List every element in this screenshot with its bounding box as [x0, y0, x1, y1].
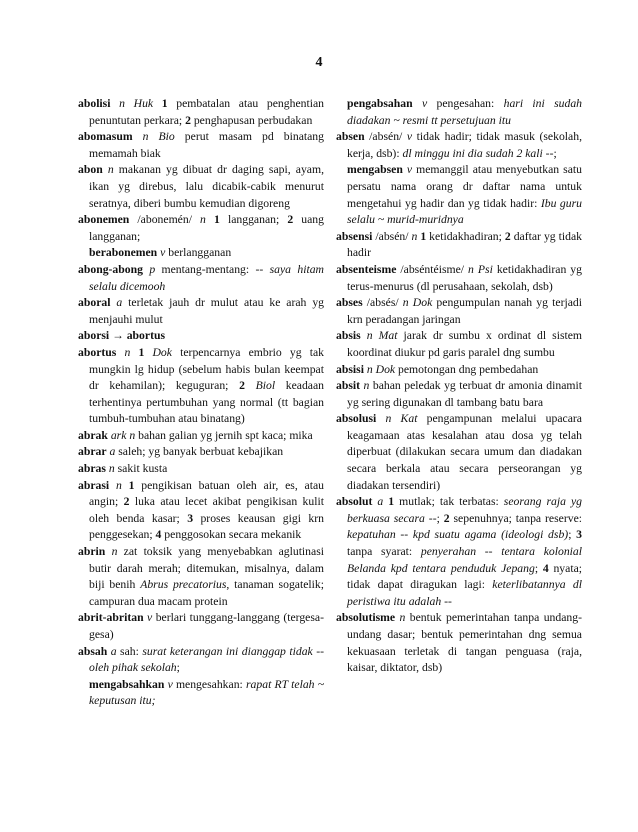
dictionary-column-left — [78, 96, 324, 710]
headword: 1 — [138, 345, 145, 359]
definition-text: daftar yg tidak hadir — [347, 229, 582, 260]
definition-text: ; — [534, 561, 543, 575]
italic-text: v — [406, 163, 413, 177]
headword: abrak — [78, 428, 108, 442]
dictionary-entry — [78, 262, 324, 295]
italic-text: Ibu guru selalu ~ murid-muridnya — [347, 196, 582, 227]
definition-text: /abonemén/ — [129, 213, 201, 227]
italic-text: n — [399, 611, 406, 625]
definition-text: /absén/ — [364, 130, 407, 144]
italic-text: v — [160, 246, 166, 260]
italic-text: n — [200, 213, 206, 227]
dictionary-entry — [336, 229, 582, 262]
italic-text: kepatuhan -- kpd suatu agama (ideologi dsb) — [347, 528, 569, 542]
italic-text: n Kat — [385, 412, 418, 426]
italic-text: rapat RT telah ~ keputusan itu; — [89, 677, 325, 708]
definition-text: ; — [553, 146, 557, 160]
dictionary-entry — [78, 295, 324, 328]
definition-text: uang langganan; — [89, 213, 324, 243]
dictionary-entry — [78, 461, 324, 478]
definition-text — [110, 97, 119, 110]
definition-text: terletak jauh dr mulut atau ke arah yg menjauhi mulut — [89, 296, 325, 326]
definition-text: penggosokan secara mekanik — [161, 528, 302, 542]
dictionary-entry — [336, 494, 582, 610]
italic-text: n Dok — [402, 296, 433, 310]
headword: abses — [336, 296, 363, 310]
italic-text: keterlibatannya dl peristiwa itu adalah -- — [347, 578, 582, 608]
definition-text: perut masam pd binatang memamah biak — [89, 130, 324, 160]
headword: absen — [336, 130, 365, 144]
definition-text: saleh; yg banyak berbuat kebajikan — [115, 445, 284, 459]
definition-text: bentuk pemerintahan tanpa undang-undang dasar; bentuk pemerintahan dng semua kekuasaan terletak di tangan penguasa (raja, kaisar, diktator, dsb) — [347, 611, 582, 675]
definition-text: /abséntéisme/ — [396, 262, 469, 276]
headword: abong-abong — [78, 262, 143, 276]
definition-text: pengampunan melalui upacara keagamaan atas kesalahan atau dosa yg telah diperbuat (dilakukan secara umum dan diadakan secara berkala atau secara perseorangan yg diadakan tersendiri) — [347, 412, 582, 492]
italic-text: hari ini sudah diadakan ~ resmi tt persetujuan itu — [347, 97, 583, 127]
definition-text: pembatalan atau penghentian penuntutan perkara; — [89, 97, 325, 127]
headword: abortus — [78, 345, 117, 359]
dictionary-entry — [336, 362, 582, 379]
headword: 2 — [443, 511, 450, 525]
dictionary-column-right — [336, 96, 582, 677]
dictionary-entry — [336, 378, 582, 411]
dictionary-entry — [336, 295, 582, 328]
italic-text: v — [406, 130, 413, 144]
headword: pengabsahan — [347, 97, 413, 110]
headword: 2 — [185, 113, 191, 127]
dictionary-entry — [78, 328, 324, 345]
definition-text: terpencarnya embrio yg tak mungkin lg hidup (sebelum habis bulan keempat dr kehamilan); keguguran; — [89, 345, 324, 393]
definition-text: berlari tunggang-langgang (tergesa-gesa) — [89, 611, 324, 641]
definition-text — [109, 479, 116, 492]
dictionary-entry — [78, 644, 324, 677]
italic-text: v — [147, 611, 153, 625]
definition-text: mutlak; tak terbatas: — [394, 495, 504, 509]
dictionary-entry — [78, 212, 324, 245]
italic-text: -- saya hitam selalu dicemooh — [89, 262, 324, 293]
dictionary-subentry — [336, 96, 582, 129]
dictionary-entry — [336, 262, 582, 295]
italic-text: dl minggu ini dia sudah 2 kali -- — [402, 146, 554, 160]
dictionary-entry — [336, 129, 582, 162]
headword: absis — [336, 329, 361, 343]
definition-text: /absés/ — [362, 296, 403, 310]
dictionary-entry — [336, 328, 582, 361]
headword: 1 — [214, 213, 220, 227]
italic-text: n — [111, 545, 118, 559]
definition-text: langganan; — [219, 213, 288, 227]
headword: absisi — [336, 362, 364, 376]
definition-text: makanan yg dibuat dr daging sapi, ayam, ikan yg direbus, lalu dicabik-cabik menurut seratnya, diberi bumbu kemudian digoreng — [89, 163, 324, 210]
definition-text: berlangganan — [165, 246, 232, 260]
italic-text: v — [421, 97, 428, 110]
headword: 4 — [155, 528, 162, 542]
dictionary-entry — [78, 544, 324, 610]
headword: absolutisme — [336, 611, 396, 625]
definition-text — [206, 213, 214, 226]
headword: absit — [336, 379, 361, 393]
dictionary-entry — [336, 610, 582, 676]
definition-text: memanggil atau menyebutkan satu persatu nama orang dr daftar nama untuk mengetahui yg hadir dan yg tidak hadir: — [347, 163, 583, 210]
headword: abrasi — [78, 478, 110, 492]
dictionary-entry — [78, 444, 324, 461]
headword: abras — [78, 462, 106, 476]
italic-text: p — [149, 262, 156, 276]
definition-text: ketidakhadiran; — [426, 229, 505, 243]
dictionary-entry — [78, 129, 324, 162]
italic-text: Biol — [255, 379, 276, 393]
italic-text: surat keterangan ini dianggap tidak -- oleh pihak sekolah — [89, 644, 324, 675]
definition-text — [376, 412, 385, 425]
dictionary-entry — [78, 96, 324, 129]
headword: abolisi — [78, 97, 111, 110]
definition-text: tidak hadir; tidak masuk (sekolah, kerja, dsb): — [347, 130, 583, 160]
definition-text — [133, 130, 143, 143]
headword: aboral — [78, 296, 111, 310]
definition-text: jarak dr sumbu x ordinat dl sistem koordinat diukur pd garis paralel dng sumbu — [347, 329, 583, 359]
headword: absolusi — [336, 412, 377, 426]
dictionary-entry — [78, 610, 324, 643]
definition-text: zat toksik yang menyebabkan aglutinasi butir darah merah; ditemukan, misalnya, dalam biji benih — [89, 545, 325, 592]
headword: abonemen — [78, 213, 130, 227]
headword: 4 — [542, 561, 549, 575]
definition-text: bahan peledak yg terbuat dr amonia dinamit yg sering digunakan dl tambang batu bara — [347, 379, 582, 409]
definition-text: nyata; tidak dapat diragukan lagi: — [347, 561, 583, 592]
definition-text: mengesahkan: — [172, 677, 246, 691]
headword: 1 — [161, 97, 168, 110]
definition-text: bahan galian yg jernih spt kaca; mika — [135, 428, 313, 442]
italic-text: n Psi — [468, 262, 493, 276]
definition-text — [153, 97, 162, 110]
italic-text: a — [377, 495, 384, 509]
definition-text — [122, 479, 129, 492]
headword: absah — [78, 644, 108, 658]
italic-text: n Mat — [366, 329, 398, 343]
headword: mengabsahkan — [89, 677, 165, 691]
definition-text: , tanaman sogatelik; campuran dua macam protein — [89, 578, 324, 608]
headword: abomasum — [78, 130, 133, 144]
italic-text: v — [167, 677, 173, 691]
headword: 2 — [123, 495, 130, 509]
definition-text: proses keausan gigi krn penggesekan; — [89, 511, 324, 542]
definition-text: pengumpulan nanah yg terjadi krn peradangan jaringan — [347, 296, 582, 326]
italic-text: n — [108, 462, 115, 476]
italic-text: ark n — [110, 428, 136, 442]
definition-text: pengikisan batuan oleh air, es, atau angin; — [89, 478, 325, 509]
italic-text: a — [116, 296, 123, 310]
headword: absenteisme — [336, 262, 397, 276]
definition-text: ketidakhadiran yg terus-menurus (dl perusahaan, sekolah, dsb) — [347, 262, 582, 293]
definition-text: sakit kusta — [114, 462, 168, 476]
italic-text: n — [107, 163, 114, 177]
headword: berabonemen — [89, 246, 158, 260]
headword: absolut — [336, 495, 373, 509]
headword: abrit-abritan — [78, 611, 144, 625]
definition-text: keadaan terhentinya pertumbuhan yang normal (tt bagian tumbuh-tumbuhan atau binatang) — [89, 379, 325, 426]
italic-text: seorang raja yg berkuasa secara -- — [347, 495, 583, 525]
dictionary-subentry — [78, 245, 324, 262]
definition-text: sepenuhnya; tanpa reserve: — [449, 511, 583, 525]
dictionary-entry — [78, 345, 324, 428]
definition-text: penghapusan perbudakan — [190, 113, 313, 127]
headword: 2 — [239, 379, 245, 393]
page-number: 4 — [315, 55, 323, 70]
dictionary-entry — [336, 411, 582, 494]
dictionary-subentry — [336, 162, 582, 228]
italic-text: penyerahan -- tentara kolonial Belanda kpd tentara penduduk Jepang — [347, 545, 582, 575]
definition-text: /absén/ — [372, 229, 412, 243]
definition-text: ; — [568, 528, 577, 542]
definition-text: pengesahan: — [427, 97, 504, 110]
dictionary-entry — [78, 428, 324, 445]
definition-text: ; — [436, 511, 444, 525]
definition-text — [245, 379, 256, 392]
dictionary-entry — [78, 162, 324, 212]
italic-text: n — [124, 345, 131, 359]
headword: 2 — [287, 213, 294, 227]
italic-text: n — [363, 379, 370, 393]
definition-text: mentang-mentang: — [155, 262, 256, 276]
italic-text: n Huk — [119, 97, 154, 110]
headword: 1 — [128, 478, 135, 492]
headword: aborsi → abortus — [78, 329, 166, 343]
headword: 1 — [388, 495, 395, 509]
headword: mengabsen — [347, 163, 403, 177]
italic-text: a — [109, 445, 116, 459]
definition-text: tanpa syarat: — [347, 545, 421, 559]
headword: 3 — [576, 528, 583, 542]
italic-text: a — [110, 644, 117, 658]
italic-text: n — [115, 478, 122, 492]
headword: 2 — [504, 229, 511, 243]
definition-text: sah: — [116, 644, 143, 658]
italic-text: n Bio — [142, 130, 175, 144]
dictionary-entry — [78, 478, 324, 544]
headword: abrar — [78, 445, 107, 459]
definition-text — [413, 97, 422, 110]
headword: abon — [78, 163, 103, 177]
italic-text: n Dok — [366, 362, 396, 376]
headword: 3 — [187, 511, 194, 525]
dictionary-subentry — [78, 677, 324, 710]
italic-text: Dok — [152, 345, 172, 359]
italic-text: Abrus precatorius — [140, 578, 227, 592]
definition-text: pemotongan dng pembedahan — [395, 362, 539, 376]
headword: abrin — [78, 545, 106, 559]
headword: 1 — [420, 229, 427, 243]
italic-text: n — [411, 229, 418, 243]
headword: absensi — [336, 229, 373, 243]
definition-text: ; — [176, 661, 180, 675]
definition-text: luka atau lecet akibat pengikisan kulit oleh benda kasar; — [89, 495, 324, 525]
